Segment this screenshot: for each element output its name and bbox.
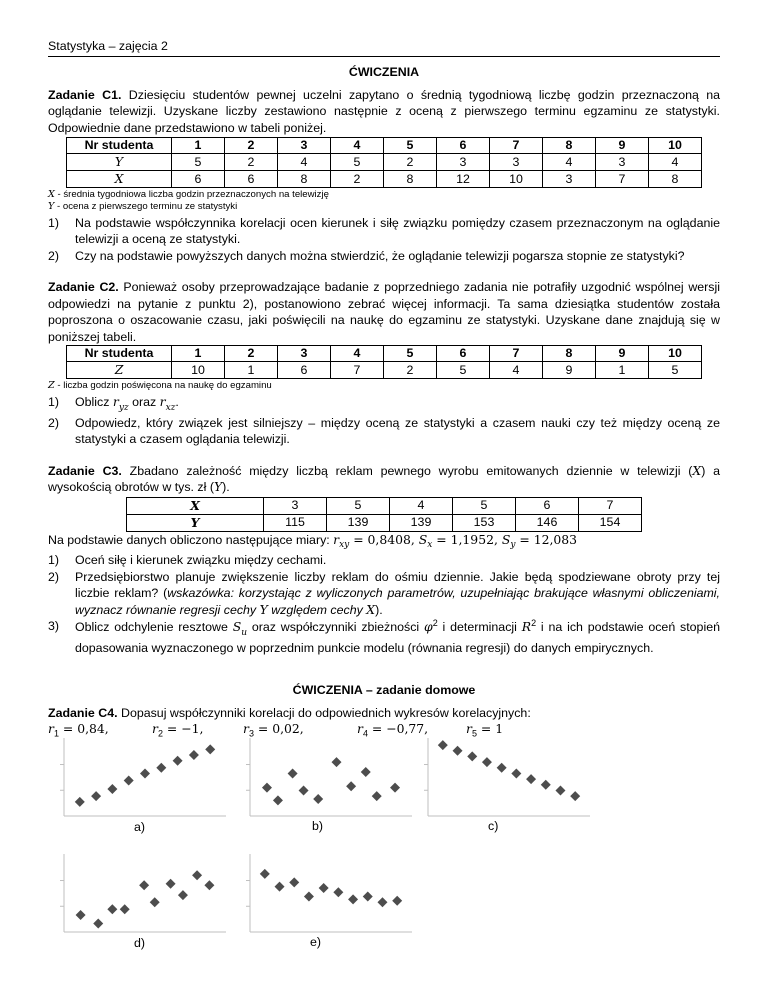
table-cell: 3 [490, 154, 543, 171]
table-row [127, 497, 642, 514]
list-item: 1) Oceń siłę i kierunek związku między cechami. [48, 553, 327, 568]
table-header-cell: 4 [331, 346, 384, 362]
data-point [205, 744, 215, 754]
table-cell: 139 [390, 514, 453, 531]
table-cell: 5 [327, 497, 390, 514]
coefficient-value: = 0,02, [253, 721, 304, 737]
coefficient-value: = 1 [476, 721, 504, 737]
data-point [333, 887, 343, 897]
table-cell: 4 [543, 154, 596, 171]
scatter-plot-c [420, 734, 594, 820]
table-cell: 12 [437, 171, 490, 188]
data-point [390, 783, 400, 793]
table-cell: 6 [172, 171, 225, 188]
table-cell: 10 [490, 171, 543, 188]
table-c2 [66, 345, 702, 379]
note-text: - liczba godzin poświęcona na naukę do egzaminu [54, 380, 272, 392]
list-item: 1) Na podstawie współczynnika korelacji ocen kierunek i siłę związku pomiędzy czasem przeznaczonym na oglądanie telewizji a oceną ze statystyki. [48, 215, 720, 247]
table-cell: 3 [543, 171, 596, 188]
data-point [107, 784, 117, 794]
table-header-cell: 1 [172, 138, 225, 154]
table-header-cell: 6 [437, 346, 490, 362]
table-cell: 1 [596, 362, 649, 379]
list-item: 2) Odpowiedz, który związek jest silniejszy – między oceną ze statystyki a czasem nauki czy też między oceną ze statystyki a czasem oglądania telewizji. [48, 415, 720, 447]
question-text: Przedsiębiorstwo planuje zwiększenie liczby reklam do ośmiu dziennie. Jakie będą spodziewane obroty przy tej liczbie reklam? ( [75, 569, 720, 601]
data-point [361, 767, 371, 777]
symbol-x: X [48, 189, 55, 200]
question-text: oraz współczynniki zbieżności [247, 620, 424, 635]
task-c1-text [48, 87, 720, 137]
subscript: u [241, 627, 248, 638]
data-point [192, 870, 202, 880]
symbol-r: r [48, 721, 54, 737]
table-header-cell: 8 [543, 346, 596, 362]
table-cell: 5 [453, 497, 516, 514]
subscript: 3 [248, 728, 254, 739]
task-c2-text [48, 279, 720, 345]
data-point [438, 740, 448, 750]
subscript: xy [339, 540, 350, 551]
subscript: 5 [471, 728, 477, 739]
data-point [93, 918, 103, 928]
measure-value: = 1,1952, [432, 531, 502, 547]
data-point [299, 785, 309, 795]
note-x [48, 189, 720, 201]
data-point [166, 879, 176, 889]
table-cell: 146 [516, 514, 579, 531]
subscript: y [510, 540, 516, 551]
table-header-cell: 8 [543, 138, 596, 154]
data-point [482, 757, 492, 767]
data-point [453, 746, 463, 756]
table-row-label [67, 362, 172, 379]
table-header-cell: Nr studenta [67, 346, 172, 362]
table-row [67, 154, 702, 171]
table-header-cell: 7 [490, 138, 543, 154]
table-header-cell: 4 [331, 138, 384, 154]
table-header-cell: 7 [490, 346, 543, 362]
data-point [467, 751, 477, 761]
table-row [67, 138, 702, 154]
subscript: 1 [53, 728, 59, 739]
table-row-label [127, 497, 264, 514]
table-cell: 4 [278, 154, 331, 171]
table-c3 [126, 497, 642, 532]
data-point [511, 768, 521, 778]
question-text: Na podstawie współczynnika korelacji ocen kierunek i siłę związku pomiędzy czasem przeznaczonym na oglądanie telewizji a oceną ze statystyki. [75, 215, 720, 247]
task-c4-label: Zadanie C4. [48, 705, 118, 720]
coefficient-value: = −0,77, [367, 721, 429, 737]
coefficient-value: = 0,84, [58, 721, 109, 737]
question-text: ). [375, 602, 383, 617]
subscript: xz [165, 402, 176, 413]
table-cell: 4 [390, 497, 453, 514]
section-title-exercises: ĆWICZENIA [348, 65, 420, 79]
table-row-label [67, 171, 172, 188]
table-header-cell: 3 [278, 138, 331, 154]
data-point [275, 882, 285, 892]
table-row [127, 514, 642, 531]
symbol-x: X [114, 171, 124, 186]
table-cell: 3 [437, 154, 490, 171]
table-cell: 5 [649, 362, 702, 379]
table-cell: 4 [490, 362, 543, 379]
task-c1-body: Dziesięciu studentów pewnej uczelni zapytano o średnią tygodniową liczbę godzin przeznaczoną na oglądanie telewizji. Uzyskane liczby zestawiono następnie z oceną z pierwszego terminu egzaminu ze statystyki. Odpowiednie dane przedstawiono w tabeli poniżej. [48, 87, 721, 135]
symbol-phi: φ [424, 619, 433, 635]
symbol-y: Y [48, 200, 55, 212]
note-text: - ocena z pierwszego terminu ze statystyki [54, 200, 238, 212]
task-c2-body: Ponieważ osoby przeprowadzające badanie z poprzedniego zadania nie potrafiły uzgodnić wspólnej wersji odpowiedzi na pytanie z punktu 2), postanowiono zebrać więcej informacji. Ta sama dziesiątka studentów została poproszona o oszacowanie czasu, jaki poświęcili na naukę do egzaminu ze statystyki. Uzyskane dane znajdują się w poniższej tabeli. [48, 280, 720, 344]
symbol-s: S [418, 531, 428, 547]
task-c2-questions [48, 394, 720, 447]
table-header-cell: 2 [225, 138, 278, 154]
data-point [273, 795, 283, 805]
plot-caption-a: a) [134, 820, 146, 834]
table-cell: 5 [437, 362, 490, 379]
table-cell: 3 [596, 154, 649, 171]
data-point [331, 757, 341, 767]
data-point [75, 797, 85, 807]
running-header: Statystyka – zajęcia 2 [48, 39, 168, 53]
table-cell: 6 [516, 497, 579, 514]
data-point [392, 896, 402, 906]
plot-caption-c: c) [488, 819, 499, 833]
table-cell: 4 [649, 154, 702, 171]
symbol-r: r [357, 721, 363, 737]
scatter-plot-d [56, 850, 230, 936]
plot-caption-d: d) [134, 936, 146, 950]
subscript: 4 [362, 728, 368, 739]
table-cell: 8 [278, 171, 331, 188]
plot-caption-e: e) [310, 935, 322, 949]
symbol-r: r [112, 394, 119, 410]
table-header-cell: 1 [172, 346, 225, 362]
table-header-cell: 3 [278, 346, 331, 362]
table-cell: 1 [225, 362, 278, 379]
table-cell: 2 [384, 362, 437, 379]
symbol-z: Z [114, 362, 124, 378]
header-rule [48, 56, 720, 57]
table-cell: 5 [331, 154, 384, 171]
table-cell: 154 [579, 514, 642, 531]
question-text: Oblicz odchylenie resztowe [75, 620, 233, 635]
task-c4-text [48, 705, 720, 722]
task-c3-measures [48, 532, 720, 552]
data-point [526, 774, 536, 784]
task-c4-body: Dopasuj współczynniki korelacji do odpowiednich wykresów korelacyjnych: [117, 705, 531, 720]
data-point [348, 894, 358, 904]
data-point [289, 877, 299, 887]
data-point [262, 783, 272, 793]
plot-caption-b: b) [312, 819, 324, 833]
list-item: 3) Oblicz odchylenie resztowe $S_u$ oraz współczynniki zbieżności $\varphi^2$ i determinacji $R^2$ i na ich podstawie oceń stopień dopasowania wyznaczonego w poprzednim punkcie modelu (równania regresji) do danych empirycznych. [48, 618, 720, 655]
table-cell: 5 [172, 154, 225, 171]
data-point [139, 880, 149, 890]
hint-text: względem cechy [267, 602, 367, 617]
note-z [48, 380, 720, 392]
table-row-label [127, 514, 264, 531]
data-point [124, 776, 134, 786]
data-point [260, 869, 270, 879]
measure-value: = 12,083 [515, 531, 578, 547]
task-c3-body: ) a wysokością obrotów w tys. zł ( [48, 463, 720, 495]
table-cell: 3 [264, 497, 327, 514]
symbol-r: r [333, 531, 340, 547]
task-c2-label: Zadanie C2. [48, 280, 119, 295]
data-point [541, 780, 551, 790]
data-point [178, 890, 188, 900]
data-point [346, 781, 356, 791]
table-header-cell: 10 [649, 138, 702, 154]
task-c3-questions [48, 552, 720, 656]
table-header-cell: 10 [649, 346, 702, 362]
list-item: 1) Oblicz $r_{yz}$ oraz $r_{xz}$. [48, 394, 179, 413]
task-c3-text [48, 463, 720, 496]
question-text: . [175, 395, 179, 410]
question-text: Oceń siłę i kierunek związku między cechami. [75, 553, 327, 568]
task-c3-label: Zadanie C3. [48, 463, 122, 478]
table-header-cell: 2 [225, 346, 278, 362]
data-point [204, 880, 214, 890]
symbol-y: Y [213, 479, 223, 495]
data-point [313, 794, 323, 804]
data-point [319, 883, 329, 893]
table-header-cell: 5 [384, 346, 437, 362]
note-text: - średnia tygodniowa liczba godzin przeznaczonych na telewizję [54, 189, 329, 200]
table-header-cell: 9 [596, 138, 649, 154]
symbol-s: S [501, 531, 511, 547]
symbol-r: r [466, 721, 472, 737]
question-text: oraz [128, 395, 160, 410]
scatter-plot-b [242, 734, 416, 820]
question-text: i determinacji [437, 620, 522, 635]
symbol-x: X [692, 462, 702, 478]
note-y [48, 201, 720, 213]
data-point [150, 897, 160, 907]
data-point [288, 768, 298, 778]
list-item: 2) Przedsiębiorstwo planuje zwiększenie liczby reklam do ośmiu dziennie. Jakie będą spodziewane obroty przy tej liczbie reklam? (wskazówka: korzystając z wyliczonych parametrów, uzupełniając brakujące własnymi obliczeniami, wyznacz równanie regresji cechy Y względem cechy X). [48, 569, 720, 617]
section-title-homework: ĆWICZENIA – zadanie domowe [292, 683, 476, 698]
task-c3-body: ). [222, 480, 230, 495]
question-text: Odpowiedz, który związek jest silniejszy – między oceną ze statystyki a czasem nauki czy też między oceną ze statystyki a czasem oglądania telewizji. [75, 415, 720, 447]
table-cell: 8 [384, 171, 437, 188]
symbol-r: R [521, 619, 532, 635]
table-header-cell: Nr studenta [67, 138, 172, 154]
table-c1 [66, 137, 702, 188]
table-cell: 7 [596, 171, 649, 188]
hint-text: wskazówka: korzystając z wyliczonych parametrów, uzupełniając brakujące własnymi obliczeniami, wyznacz równanie regresji cechy [75, 586, 720, 617]
data-point [156, 763, 166, 773]
symbol-y: Y [259, 601, 268, 617]
coefficient-value: = −1, [162, 721, 204, 737]
task-c3-body: Zbadano zależność między liczbą reklam pewnego wyrobu emitowanych dziennie w telewizji ( [121, 463, 693, 478]
data-point [377, 897, 387, 907]
table-row-label [67, 154, 172, 171]
task-c1-label: Zadanie C1. [48, 87, 122, 102]
data-point [120, 904, 130, 914]
symbol-r: r [152, 721, 158, 737]
question-text: Czy na podstawie powyższych danych można stwierdzić, że oglądanie telewizji pogarsza stopnie ze statystyki? [75, 248, 685, 263]
table-cell: 153 [453, 514, 516, 531]
symbol-y: Y [114, 154, 124, 169]
symbol-s: S [232, 619, 242, 635]
list-item: 2) Czy na podstawie powyższych danych można stwierdzić, że oglądanie telewizji pogarsza stopnie ze statystyki? [48, 248, 685, 263]
symbol-x: X [190, 497, 200, 513]
data-point [107, 904, 117, 914]
symbol-x: X [366, 601, 376, 617]
data-point [555, 785, 565, 795]
table-row [67, 171, 702, 188]
table-cell: 7 [331, 362, 384, 379]
symbol-r: r [159, 394, 166, 410]
table-cell: 139 [327, 514, 390, 531]
data-point [497, 763, 507, 773]
table-row [67, 362, 702, 379]
question-text: Oblicz [75, 395, 113, 410]
question-text: i na ich podstawie oceń stopień dopasowania wyznaczonego w poprzednim punkcie modelu (równania regresji) do danych empirycznych. [75, 620, 720, 655]
measure-value: = 0,8408, [349, 531, 419, 547]
subscript: x [427, 540, 433, 551]
symbol-y: Y [190, 514, 200, 530]
table-cell: 2 [225, 154, 278, 171]
scatter-plot-e [242, 850, 416, 936]
table-header-cell: 6 [437, 138, 490, 154]
task-c1-questions [48, 215, 720, 265]
data-point [173, 756, 183, 766]
table-header-cell: 5 [384, 138, 437, 154]
subscript: yz [118, 402, 129, 413]
measures-text: Na podstawie danych obliczono następujące miary: [48, 532, 334, 547]
table-header-cell: 9 [596, 346, 649, 362]
data-point [76, 910, 86, 920]
table-cell: 2 [384, 154, 437, 171]
data-point [189, 750, 199, 760]
symbol-z: Z [48, 380, 55, 392]
table-cell: 8 [649, 171, 702, 188]
table-cell: 9 [543, 362, 596, 379]
data-point [140, 768, 150, 778]
table-cell: 2 [331, 171, 384, 188]
subscript: 2 [157, 728, 163, 739]
data-point [570, 791, 580, 801]
table-cell: 115 [264, 514, 327, 531]
table-cell: 6 [225, 171, 278, 188]
data-point [372, 791, 382, 801]
table-row [67, 346, 702, 362]
data-point [304, 892, 314, 902]
scatter-plot-a [56, 734, 230, 820]
data-point [363, 892, 373, 902]
document-body [48, 64, 720, 738]
symbol-r: r [243, 721, 249, 737]
table-cell: 7 [579, 497, 642, 514]
table-cell: 6 [278, 362, 331, 379]
table-cell: 10 [172, 362, 225, 379]
data-point [91, 791, 101, 801]
